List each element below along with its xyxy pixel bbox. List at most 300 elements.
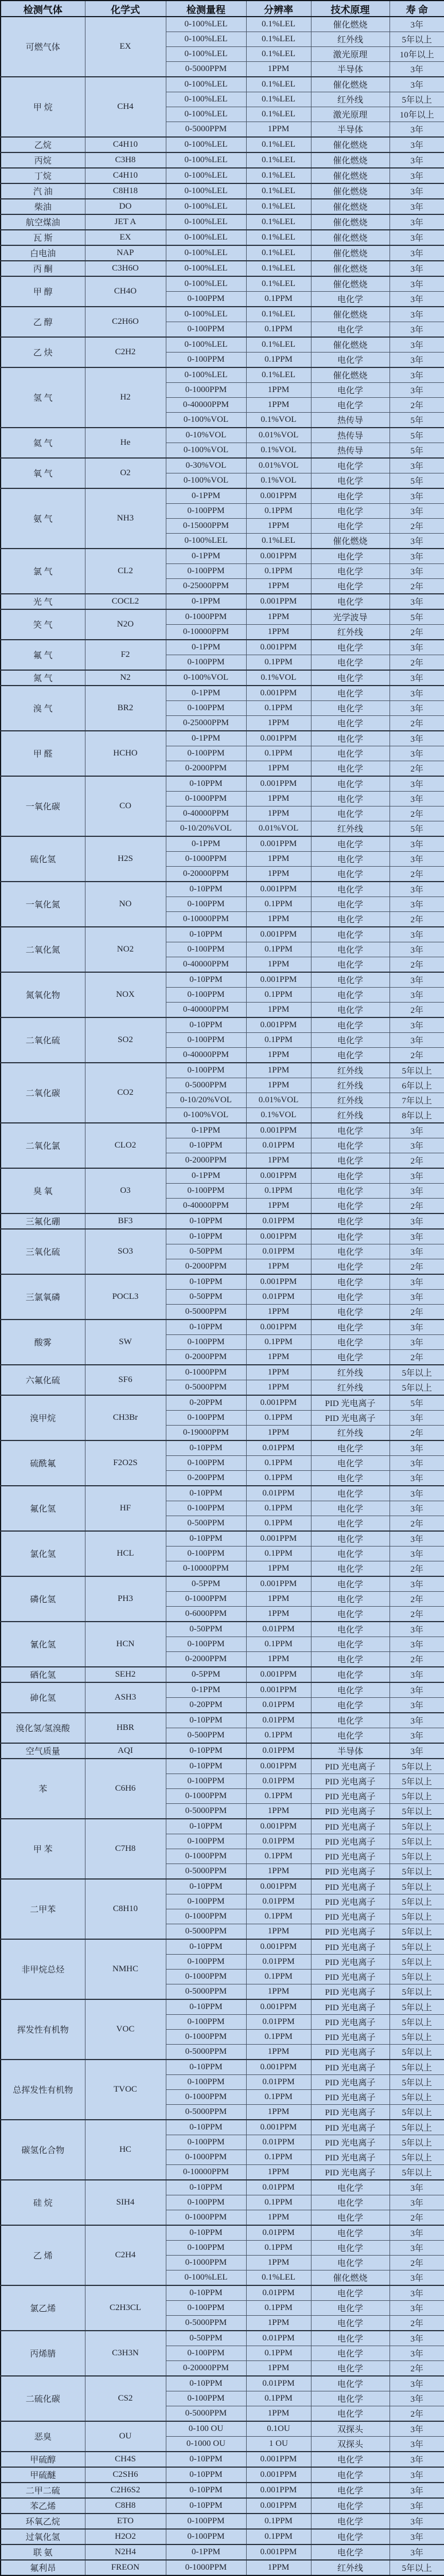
resolution-cell: 0.1%LEL [246,32,311,47]
principle-cell: 电化学 [311,2225,390,2241]
formula-cell: O3 [85,1168,166,1213]
gas-name-cell: 丙 酮 [1,261,85,276]
resolution-cell: 0.01PPM [246,2015,311,2030]
gas-name-cell: 甲硫醇 [1,2452,85,2467]
principle-cell: 激光原理 [311,47,390,62]
principle-cell: 催化燃烧 [311,183,390,199]
range-cell: 0-2000PPM [166,1350,246,1365]
principle-cell: 电化学 [311,731,390,746]
resolution-cell: 0.1PPM [246,1516,311,1532]
principle-cell: PID 光电离子 [311,2120,390,2135]
principle-cell: PID 光电离子 [311,2060,390,2075]
resolution-cell: 0.001PPM [246,972,311,988]
principle-cell: 催化燃烧 [311,307,390,322]
principle-cell: 催化燃烧 [311,261,390,276]
range-cell: 0-100PPM [166,897,246,912]
resolution-cell: 0.01PPM [246,1290,311,1305]
resolution-cell: 1PPM [246,2361,311,2377]
resolution-cell: 1PPM [246,1078,311,1093]
lifespan-cell: 3年 [390,337,444,353]
range-cell: 0-100PPM [166,504,246,519]
resolution-cell: 0.1PPM [246,655,311,671]
formula-cell: HC [85,2120,166,2180]
resolution-cell: 0.01PPM [246,2180,311,2195]
lifespan-cell: 3年 [390,1698,444,1713]
resolution-cell: 0.1PPM [246,2150,311,2165]
range-cell: 0-5000PPM [166,1078,246,1093]
principle-cell: 电化学 [311,1335,390,1350]
principle-cell: 电化学 [311,1153,390,1169]
table-row [1,276,444,292]
lifespan-cell: 3年 [390,927,444,942]
resolution-cell: 0.1PPM [246,504,311,519]
resolution-cell: 1PPM [246,761,311,777]
gas-name-cell: 碳氢化合物 [1,2120,85,2180]
range-cell: 0-10000PPM [166,1561,246,1577]
range-cell: 0-100%LEL [166,230,246,245]
resolution-cell: 0.01PPM [246,1894,311,1909]
lifespan-cell: 3年 [390,1456,444,1471]
formula-cell: HF [85,1486,166,1531]
lifespan-cell: 10年以上 [390,47,444,62]
formula-cell: HBR [85,1713,166,1743]
principle-cell: 电化学 [311,1123,390,1138]
gas-name-cell: 航空煤油 [1,214,85,230]
formula-cell: CH3Br [85,1395,166,1440]
lifespan-cell: 3年 [390,2270,444,2286]
header-formula: 化学式 [85,1,166,17]
resolution-cell: 0.1%LEL [246,168,311,183]
resolution-cell: 1PPM [246,2560,311,2575]
lifespan-cell: 2年 [390,1607,444,1622]
range-cell: 0-100%VOL [166,473,246,489]
formula-cell: N2H4 [85,2544,166,2560]
range-cell: 0-100%LEL [166,367,246,383]
resolution-cell: 1PPM [246,1063,311,1078]
principle-cell: 电化学 [311,972,390,988]
lifespan-cell: 5年以上 [390,32,444,47]
table-row [1,836,444,852]
gas-name-cell: 氟化氢 [1,1486,85,1531]
resolution-cell: 0.1PPM [246,1456,311,1471]
resolution-cell: 0.01PPM [246,1213,311,1229]
lifespan-cell: 5年以上 [390,2560,444,2575]
gas-name-cell: 非甲烷总烃 [1,1939,85,1999]
resolution-cell: 0.1PPM [246,2346,311,2361]
range-cell: 0-100PPM [166,2135,246,2150]
principle-cell: 电化学 [311,942,390,957]
range-cell: 0-100%LEL [166,77,246,92]
principle-cell: 电化学 [311,882,390,897]
resolution-cell: 0.1%LEL [246,107,311,122]
resolution-cell: 1PPM [246,1426,311,1441]
lifespan-cell: 2年 [390,1305,444,1320]
lifespan-cell: 3年 [390,2241,444,2256]
principle-cell: 电化学 [311,867,390,882]
gas-name-cell: 甲 苯 [1,1819,85,1879]
lifespan-cell: 5年以上 [390,1894,444,1909]
lifespan-cell: 5年 [390,413,444,428]
resolution-cell: 0.1%LEL [246,230,311,245]
lifespan-cell: 5年以上 [390,1924,444,1940]
formula-cell: C6H6 [85,1759,166,1819]
gas-name-cell: 氟 气 [1,640,85,670]
range-cell: 0-15000PPM [166,519,246,534]
principle-cell: 催化燃烧 [311,214,390,230]
principle-cell: 催化燃烧 [311,168,390,183]
table-row [1,2180,444,2195]
principle-cell: 半导体 [311,122,390,138]
principle-cell: 红外线 [311,1063,390,1078]
lifespan-cell: 2年 [390,807,444,821]
lifespan-cell: 3年 [390,1335,444,1350]
range-cell: 0-100PPM [166,746,246,761]
resolution-cell: 0.01PPM [246,2376,311,2391]
lifespan-cell: 5年以上 [390,1834,444,1849]
lifespan-cell: 3年 [390,1547,444,1561]
lifespan-cell: 5年以上 [390,1804,444,1819]
table-row [1,2529,444,2544]
lifespan-cell: 5年以上 [390,2015,444,2030]
resolution-cell: 0.001PPM [246,1819,311,1834]
resolution-cell: 0.001PPM [246,1939,311,1955]
principle-cell: 电化学 [311,836,390,852]
resolution-cell: 0.1PPM [246,701,311,716]
resolution-cell: 0.1%LEL [246,2270,311,2286]
formula-cell: DO [85,199,166,214]
table-row [1,2285,444,2301]
table-row [1,2514,444,2529]
lifespan-cell: 3年 [390,261,444,276]
resolution-cell: 0.001PPM [246,1320,311,1335]
resolution-cell: 1PPM [246,519,311,534]
lifespan-cell: 3年 [390,183,444,199]
gas-name-cell: 臭 氧 [1,1168,85,1213]
range-cell: 0-5000PPM [166,2045,246,2060]
table-row [1,458,444,473]
range-cell: 0-500PPM [166,1728,246,1744]
range-cell: 0-1000PPM [166,2030,246,2045]
principle-cell: 电化学 [311,1048,390,1063]
formula-cell: CL2 [85,549,166,594]
resolution-cell: 1PPM [246,792,311,807]
range-cell: 0-10PPM [166,2180,246,2195]
lifespan-cell: 2年 [390,1048,444,1063]
gas-name-cell: 硒化氢 [1,1667,85,1682]
gas-name-cell: 二甲苯 [1,1879,85,1939]
formula-cell: H2O2 [85,2529,166,2544]
principle-cell: 电化学 [311,1033,390,1048]
principle-cell: 电化学 [311,2346,390,2361]
table-row [1,640,444,655]
resolution-cell: 0.1PPM [246,2514,311,2529]
gas-name-cell: 乙 醇 [1,307,85,337]
lifespan-cell: 5年以上 [390,2135,444,2150]
resolution-cell: 1PPM [246,1984,311,2000]
resolution-cell: 1PPM [246,1350,311,1365]
principle-cell: PID 光电离子 [311,1804,390,1819]
resolution-cell: 0.1PPM [246,1411,311,1426]
gas-name-cell: 可燃气体 [1,17,85,77]
lifespan-cell: 2年 [390,655,444,671]
lifespan-cell: 5年以上 [390,1879,444,1894]
header-gas: 检测气体 [1,1,85,17]
lifespan-cell: 2年 [390,1153,444,1169]
range-cell: 0-1000PPM [166,1789,246,1804]
lifespan-cell: 3年 [390,1531,444,1547]
range-cell: 0-100%VOL [166,443,246,459]
table-row [1,1229,444,1244]
resolution-cell: 1PPM [246,2165,311,2180]
range-cell: 0-100PPM [166,1501,246,1516]
table-row [1,1713,444,1728]
resolution-cell: 0.1PPM [246,1970,311,1984]
range-cell: 0-100PPM [166,564,246,579]
range-cell: 0-10PPM [166,2452,246,2467]
resolution-cell: 1PPM [246,579,311,594]
resolution-cell: 0.1PPM [246,897,311,912]
principle-cell: 催化燃烧 [311,337,390,353]
range-cell: 0-100%LEL [166,2270,246,2286]
header-resolution: 分辨率 [246,1,311,17]
resolution-cell: 0.1%VOL [246,473,311,489]
lifespan-cell: 5年 [390,821,444,837]
range-cell: 0-10PPM [166,1713,246,1728]
lifespan-cell: 6年以上 [390,1078,444,1093]
lifespan-cell: 3年 [390,534,444,549]
range-cell: 0-100PPM [166,2391,246,2406]
range-cell: 0-20000PPM [166,2361,246,2377]
range-cell: 0-100%LEL [166,47,246,62]
resolution-cell: 0.1%LEL [246,183,311,199]
range-cell: 0-40000PPM [166,1048,246,1063]
formula-cell: SF6 [85,1365,166,1395]
principle-cell: 电化学 [311,1305,390,1320]
formula-cell: AQI [85,1743,166,1759]
lifespan-cell: 2年 [390,1561,444,1577]
resolution-cell: 0.01%VOL [246,821,311,837]
resolution-cell: 0.01PPM [246,1698,311,1713]
lifespan-cell: 7年以上 [390,1093,444,1108]
header-range: 检测量程 [166,1,246,17]
gas-name-cell: 二氧化硫 [1,1017,85,1063]
principle-cell: PID 光电离子 [311,2105,390,2120]
resolution-cell: 0.001PPM [246,2060,311,2075]
formula-cell: OU [85,2421,166,2452]
lifespan-cell: 3年 [390,1440,444,1456]
resolution-cell: 1PPM [246,2105,311,2120]
table-row [1,337,444,353]
lifespan-cell: 5年以上 [390,1955,444,1970]
lifespan-cell: 2年 [390,1426,444,1441]
principle-cell: 电化学 [311,1531,390,1547]
table-row [1,776,444,792]
gas-name-cell: 溴 气 [1,686,85,731]
lifespan-cell: 3年 [390,1486,444,1501]
range-cell: 0-10PPM [166,2376,246,2391]
range-cell: 0-100PPM [166,2241,246,2256]
lifespan-cell: 3年 [390,2195,444,2210]
principle-cell: 电化学 [311,912,390,927]
resolution-cell: 0.1PPM [246,1789,311,1804]
resolution-cell: 0.1%VOL [246,413,311,428]
formula-cell: FREON [85,2560,166,2575]
lifespan-cell: 5年以上 [390,2150,444,2165]
range-cell: 0-40000PPM [166,1199,246,1214]
principle-cell: PID 光电离子 [311,2090,390,2105]
table-body [1,17,444,2575]
range-cell: 0-10PPM [166,1274,246,1290]
resolution-cell: 0.1PPM [246,2030,311,2045]
lifespan-cell: 3年 [390,2225,444,2241]
gas-name-cell: 二甲二硫 [1,2483,85,2498]
principle-cell: 电化学 [311,1017,390,1033]
principle-cell: PID 光电离子 [311,1999,390,2015]
lifespan-cell: 3年 [390,776,444,792]
header-principle: 技术原理 [311,1,390,17]
lifespan-cell: 3年 [390,458,444,473]
principle-cell: 电化学 [311,564,390,579]
lifespan-cell: 3年 [390,1123,444,1138]
principle-cell: 电化学 [311,927,390,942]
table-row [1,168,444,183]
lifespan-cell: 5年以上 [390,1999,444,2015]
formula-cell: C7H8 [85,1819,166,1879]
lifespan-cell: 3年 [390,836,444,852]
lifespan-cell: 3年 [390,1033,444,1048]
principle-cell: 电化学 [311,2361,390,2377]
gas-name-cell: 甲 醛 [1,731,85,776]
resolution-cell: 0.001PPM [246,640,311,655]
principle-cell: 催化燃烧 [311,245,390,261]
resolution-cell: 0.01PPM [246,1440,311,1456]
gas-name-cell: 恶臭 [1,2421,85,2452]
gas-name-cell: 笑 气 [1,609,85,640]
lifespan-cell: 3年 [390,230,444,245]
lifespan-cell: 3年 [390,307,444,322]
resolution-cell: 0.001PPM [246,1531,311,1547]
table-row [1,731,444,746]
resolution-cell: 0.001PPM [246,2498,311,2514]
lifespan-cell: 5年以上 [390,1789,444,1804]
principle-cell: 电化学 [311,807,390,821]
lifespan-cell: 3年 [390,1138,444,1153]
resolution-cell: 1PPM [246,1003,311,1018]
resolution-cell: 0.1%LEL [246,261,311,276]
principle-cell: 电化学 [311,2483,390,2498]
formula-cell: C3H3N [85,2331,166,2376]
range-cell: 0-10PPM [166,2498,246,2514]
lifespan-cell: 3年 [390,2180,444,2195]
resolution-cell: 0.1%LEL [246,307,311,322]
formula-cell: CLO2 [85,1123,166,1168]
resolution-cell: 0.01%VOL [246,1093,311,1108]
resolution-cell: 1PPM [246,1199,311,1214]
resolution-cell: 0.001PPM [246,1682,311,1698]
principle-cell: 红外线 [311,32,390,47]
gas-name-cell: 氮氧化物 [1,972,85,1017]
principle-cell: 电化学 [311,2498,390,2514]
gas-name-cell: 氟利昂 [1,2560,85,2575]
range-cell: 0-5000PPM [166,1305,246,1320]
range-cell: 0-1PPM [166,2544,246,2560]
lifespan-cell: 3年 [390,276,444,292]
resolution-cell: 0.1%LEL [246,47,311,62]
resolution-cell: 0.1%VOL [246,670,311,686]
principle-cell: 电化学 [311,655,390,671]
range-cell: 0-10PPM [166,1138,246,1153]
lifespan-cell: 2年 [390,2210,444,2226]
principle-cell: 电化学 [311,1637,390,1652]
lifespan-cell: 3年 [390,1274,444,1290]
formula-cell: N2 [85,670,166,686]
formula-cell: CH4 [85,77,166,137]
principle-cell: 电化学 [311,1229,390,1244]
table-row [1,670,444,686]
resolution-cell: 1PPM [246,1380,311,1396]
lifespan-cell: 3年 [390,122,444,138]
resolution-cell: 0.01PPM [246,1743,311,1759]
lifespan-cell: 5年 [390,473,444,489]
table-row [1,307,444,322]
range-cell: 0-10PPM [166,1229,246,1244]
range-cell: 0-100PPM [166,2195,246,2210]
range-cell: 0-100%LEL [166,92,246,107]
principle-cell: 电化学 [311,897,390,912]
table-row [1,230,444,245]
range-cell: 0-10PPM [166,1486,246,1501]
principle-cell: PID 光电离子 [311,1879,390,1894]
principle-cell: PID 光电离子 [311,2015,390,2030]
principle-cell: 电化学 [311,1622,390,1637]
principle-cell: 电化学 [311,1576,390,1592]
principle-cell: 电化学 [311,2391,390,2406]
principle-cell: 电化学 [311,473,390,489]
principle-cell: 电化学 [311,2514,390,2529]
range-cell: 0-1PPM [166,1682,246,1698]
lifespan-cell: 3年 [390,897,444,912]
resolution-cell: 0.001PPM [246,1123,311,1138]
resolution-cell: 0.001PPM [246,488,311,504]
range-cell: 0-100PPM [166,1774,246,1789]
resolution-cell: 0.1PPM [246,2391,311,2406]
range-cell: 0-100PPM [166,1335,246,1350]
lifespan-cell: 5年以上 [390,2075,444,2090]
principle-cell: 电化学 [311,458,390,473]
lifespan-cell: 5年以上 [390,1864,444,1880]
formula-cell: NO [85,882,166,927]
table-row [1,2452,444,2467]
range-cell: 0-5000PPM [166,2406,246,2422]
range-cell: 0-5000PPM [166,2105,246,2120]
range-cell: 0-25000PPM [166,579,246,594]
gas-name-cell: 氧 气 [1,458,85,488]
range-cell: 0-100PPM [166,701,246,716]
range-cell: 0-100%LEL [166,32,246,47]
table-row [1,1879,444,1894]
gas-name-cell: 二硫化碳 [1,2376,85,2421]
resolution-cell: 1PPM [246,2210,311,2226]
gas-name-cell: 氯乙烯 [1,2285,85,2331]
lifespan-cell: 2年 [390,2316,444,2331]
range-cell: 0-1000PPM [166,2210,246,2226]
table-row [1,1667,444,1682]
principle-cell: 电化学 [311,761,390,777]
table-row [1,245,444,261]
principle-cell: 催化燃烧 [311,77,390,92]
range-cell: 0-100PPM [166,322,246,338]
principle-cell: 电化学 [311,852,390,867]
